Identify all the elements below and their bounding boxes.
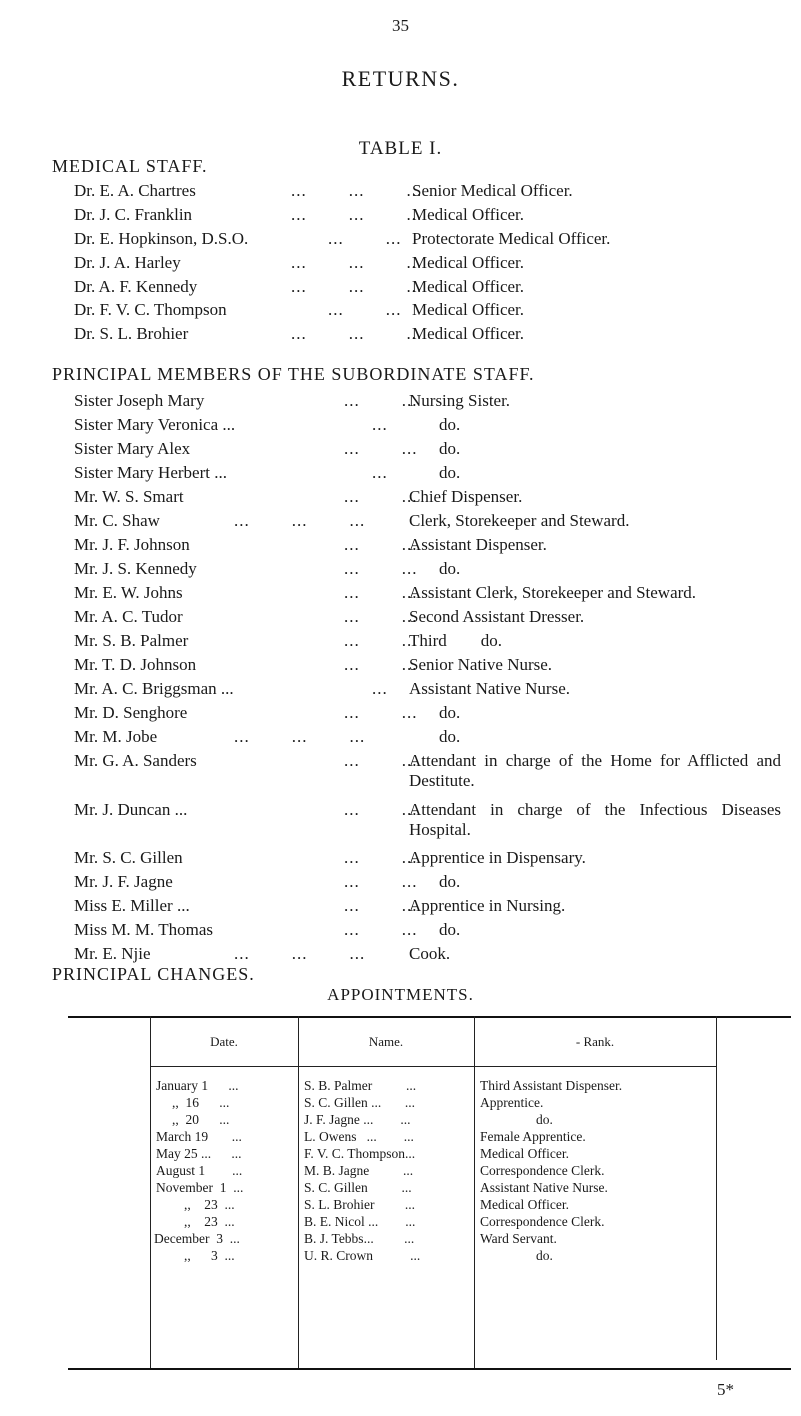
staff-rank: Attendant in charge of the Home for Afflicted and Destitute. [409,751,781,790]
cell-rank: Correspondence Clerk. [480,1214,605,1229]
cell-rank: Assistant Native Nurse. [480,1180,608,1195]
staff-name: Mr. D. Senghore [74,703,188,722]
column-rule [150,1016,151,1368]
table-title: TABLE I. [358,138,443,159]
medical-staff-heading: MEDICAL STAFF. [52,156,208,176]
cell-rank: Medical Officer. [480,1146,569,1161]
staff-rank: Assistant Clerk, Storekeeper and Steward. [409,583,697,602]
staff-name: Miss M. M. Thomas [74,920,214,939]
staff-name: Dr. J. A. Harley [74,253,181,272]
column-header-date: Date. [210,1034,238,1049]
leader-dots: ... ... [344,559,418,578]
staff-rank: Senior Native Nurse. [409,655,553,674]
cell-name: B. J. Tebbs... ... [304,1231,415,1246]
cell-name: M. B. Jagne ... [304,1163,414,1178]
table-header-rule [150,1066,716,1067]
column-rule [716,1016,717,1360]
leader-dots: ... ... ... [291,181,423,200]
cell-rank: Medical Officer. [480,1197,569,1212]
cell-name: S. C. Gillen ... [304,1180,412,1195]
leader-dots: ... ... [344,607,418,626]
leader-dots: ... ... ... [291,253,423,272]
cell-date: ,, 16 ... [172,1095,230,1110]
leader-dots: ... ... [344,703,418,722]
staff-rank: Cook. [409,944,451,963]
cell-rank: do. [536,1248,553,1263]
staff-rank: do. [439,872,461,891]
cell-rank: do. [536,1112,553,1127]
leader-dots: ... ... [344,800,418,819]
page-number: 35 [392,16,409,35]
staff-name: Miss E. Miller ... [74,896,190,915]
leader-dots: ... ... [344,583,418,602]
staff-rank: Assistant Native Nurse. [409,679,571,698]
staff-name: Mr. G. A. Sanders [74,751,197,770]
cell-date: May 25 ... ... [156,1146,242,1161]
staff-rank: do. [439,463,461,482]
column-rule [474,1016,475,1368]
appointments-table [68,1016,791,1372]
leader-dots: ... ... [344,535,418,554]
staff-rank: Assistant Dispenser. [409,535,547,554]
staff-rank: Medical Officer. [412,277,525,296]
staff-name: Mr. C. Shaw [74,511,160,530]
cell-date: December 3 ... [154,1231,240,1246]
staff-name: Mr. E. Njie [74,944,151,963]
column-rule [298,1016,299,1368]
leader-dots: ... ... [344,872,418,891]
staff-rank: do. [439,439,461,458]
staff-name: Dr. F. V. C. Thompson [74,300,227,319]
staff-name: Mr. A. C. Tudor [74,607,183,626]
cell-date: March 19 ... [156,1129,242,1144]
staff-rank: Second Assistant Dresser. [409,607,585,626]
cell-rank: Ward Servant. [480,1231,557,1246]
cell-name: S. L. Brohier ... [304,1197,415,1212]
staff-rank: Medical Officer. [412,300,525,319]
staff-name: Mr. J. F. Jagne [74,872,173,891]
staff-rank: Apprentice in Nursing. [409,896,566,915]
staff-rank: Apprentice in Dispensary. [409,848,586,867]
cell-date: ,, 3 ... [184,1248,235,1263]
staff-rank: do. [439,703,461,722]
staff-rank: Protectorate Medical Officer. [412,229,611,248]
leader-dots: ... [372,415,388,434]
leader-dots: ... ... ... [234,511,366,530]
staff-name: Mr. M. Jobe [74,727,158,746]
staff-name: Sister Mary Herbert ... [74,463,227,482]
column-header-name: Name. [368,1034,404,1049]
principal-changes-heading: PRINCIPAL CHANGES. [52,964,255,984]
leader-dots: ... ... ... [234,727,366,746]
staff-name: Dr. E. Hopkinson, D.S.O. [74,229,249,248]
leader-dots: ... ... ... [291,277,423,296]
leader-dots: ... ... ... [234,944,366,963]
staff-name: Mr. A. C. Briggsman ... [74,679,234,698]
cell-name: F. V. C. Thompson... [304,1146,416,1161]
staff-name: Mr. J. Duncan ... [74,800,188,819]
staff-name: Dr. E. A. Chartres [74,181,196,200]
staff-name: Mr. J. S. Kennedy [74,559,197,578]
staff-rank: Medical Officer. [412,205,525,224]
signature-mark: 5* [717,1380,734,1399]
cell-date: August 1 ... [156,1163,243,1178]
table-bottom-rule [68,1368,791,1370]
staff-name: Mr. T. D. Johnson [74,655,197,674]
leader-dots: ... ... [344,896,418,915]
staff-name: Mr. S. B. Palmer [74,631,189,650]
staff-rank: do. [439,727,461,746]
leader-dots: ... ... [344,751,418,770]
staff-name: Dr. A. F. Kennedy [74,277,198,296]
leader-dots: ... ... [328,300,402,319]
staff-name: Sister Mary Alex [74,439,191,458]
staff-name: Sister Mary Veronica ... [74,415,236,434]
staff-rank: Medical Officer. [412,253,525,272]
staff-rank: Third do. [409,631,503,650]
cell-date: ,, 23 ... [184,1197,235,1212]
cell-date: ,, 23 ... [184,1214,235,1229]
staff-rank: do. [439,415,461,434]
cell-rank: Third Assistant Dispenser. [480,1078,623,1093]
staff-rank: Nursing Sister. [409,391,511,410]
staff-rank: Clerk, Storekeeper and Steward. [409,511,630,530]
cell-name: J. F. Jagne ... ... [304,1112,411,1127]
staff-name: Mr. E. W. Johns [74,583,183,602]
cell-date: November 1 ... [156,1180,244,1195]
leader-dots: ... ... [344,920,418,939]
staff-name: Mr. W. S. Smart [74,487,184,506]
leader-dots: ... [372,463,388,482]
staff-rank: do. [439,559,461,578]
staff-rank: Senior Medical Officer. [412,181,573,200]
cell-name: L. Owens ... ... [304,1129,414,1144]
leader-dots: ... ... [344,487,418,506]
column-header-rank: - Rank. [575,1034,615,1049]
cell-date: ,, 20 ... [172,1112,230,1127]
leader-dots: ... ... [344,848,418,867]
staff-rank: Chief Dispenser. [409,487,523,506]
cell-name: U. R. Crown ... [304,1248,421,1263]
staff-rank: do. [439,920,461,939]
page-title: RETURNS. [341,66,460,91]
leader-dots: ... ... [344,631,418,650]
staff-name: Mr. J. F. Johnson [74,535,190,554]
cell-name: S. B. Palmer ... [304,1078,417,1093]
cell-rank: Apprentice. [480,1095,544,1110]
cell-name: B. E. Nicol ... ... [304,1214,416,1229]
staff-rank: Medical Officer. [412,324,525,343]
leader-dots: ... ... ... [291,324,423,343]
staff-name: Dr. J. C. Franklin [74,205,193,224]
appointments-heading: APPOINTMENTS. [327,985,474,1004]
leader-dots: ... ... [344,439,418,458]
leader-dots: ... ... [344,655,418,674]
leader-dots: ... ... [344,391,418,410]
leader-dots: ... ... ... [291,205,423,224]
staff-name: Dr. S. L. Brohier [74,324,189,343]
cell-date: January 1 ... [156,1078,239,1093]
cell-rank: Correspondence Clerk. [480,1163,605,1178]
cell-rank: Female Apprentice. [480,1129,586,1144]
subordinate-staff-heading: PRINCIPAL MEMBERS OF THE SUBORDINATE STAFF. [52,364,535,384]
cell-name: S. C. Gillen ... ... [304,1095,416,1110]
staff-name: Mr. S. C. Gillen [74,848,183,867]
leader-dots: ... ... [328,229,402,248]
leader-dots: ... [372,679,388,698]
staff-rank: Attendant in charge of the Infectious Diseases Hospital. [409,800,781,839]
table-top-rule [68,1016,791,1018]
staff-name: Sister Joseph Mary [74,391,205,410]
